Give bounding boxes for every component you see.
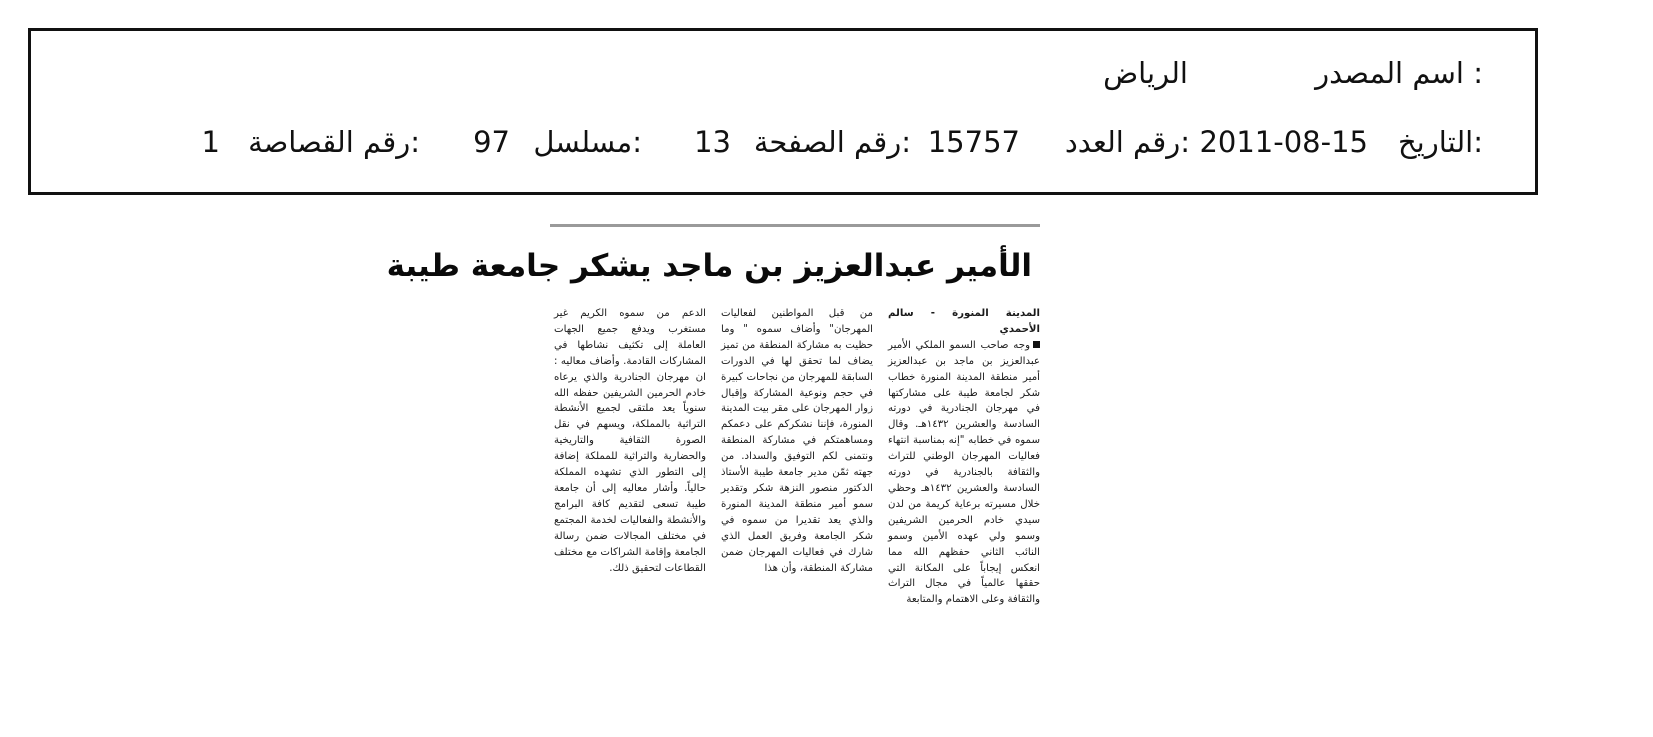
source-label: اسم المصدر : [1315, 56, 1483, 90]
article-column-1-text: وجه صاحب السمو الملكي الأمير عبدالعزيز بن ماجد بن عبدالعزيز أمير منطقة المدينة المنورة خطاب شكر لجامعة طيبة على مشاركتها في مهرجان الجنادرية في دورته السادسة والعشرين ١٤٣٢هـ. وقال سموه في خطابه "إنه بمناسبة انتهاء فعاليات المهرجان الوطني للتراث والثقافة بالجنادرية في دورته السادسة والعشرين ١٤٣٢هـ وحظي خلال مسيرته برعاية كريمة من لدن سيدي خادم الحرمين الشريفين وسمو ولي عهده الأمين وسمو النائب الثاني حفظهم الله مما انعكس إيجاباً على المكانة التي حققها عالمياً في مجال التراث والثقافة وعلى الاهتمام والمتابعة [888, 339, 1040, 606]
article-headline: الأمير عبدالعزيز بن ماجد يشكر جامعة طيبة [386, 248, 1032, 284]
clip-value: 1 [201, 125, 220, 159]
metadata-box [28, 28, 1538, 195]
source-value: الرياض [1103, 56, 1188, 90]
article-column-2-text: من قبل المواطنين لفعاليات المهرجان" وأضاف سموه " وما حظيت به مشاركة المنطقة من تميز يضاف لما تحقق لها في الدورات السابقة للمهرجان من نجاحات كبيرة في حجم ونوعية المشاركة وإقبال زوار المهرجان على مقر بيت المدينة المنورة، فإننا نشكركم على دعمكم ومساهمتكم في مشاركة المنطقة ونتمنى لكم التوفيق والسداد. من جهته ثمّن مدير جامعة طيبة الأستاذ الدكتور منصور النزهة شكر وتقدير سمو أمير منطقة المدينة المنورة والذي يعد تقديرا من سموه في شكر الجامعة وفريق العمل الذي شارك في فعاليات المهرجان ضمن مشاركة المنطقة، وأن هذا [721, 308, 873, 574]
serial-label: مسلسل: [533, 125, 642, 159]
clip-label: رقم القصاصة: [248, 125, 420, 159]
article-column-2 [721, 306, 873, 576]
page-value: 13 [694, 125, 731, 159]
newspaper-clipping [386, 224, 1040, 737]
article-column-1 [888, 306, 1040, 608]
issue-value: 15757 [927, 125, 1020, 159]
date-label: التاريخ: [1397, 125, 1483, 159]
serial-value: 97 [473, 125, 510, 159]
clipping-top-rule [550, 224, 1040, 227]
issue-label: رقم العدد: [1064, 125, 1190, 159]
page-label: رقم الصفحة: [753, 125, 911, 159]
article-byline: المدينة المنورة - سالم الأحمدي [888, 308, 1040, 335]
bullet-icon [1033, 341, 1040, 348]
article-column-3-text: الدعم من سموه الكريم غير مستغرب ويدفع جميع الجهات العاملة إلى تكثيف نشاطها في المشاركات القادمة. وأضاف معاليه : ان مهرجان الجنادرية والذي يرعاه خادم الحرمين الشريفين حفظه الله سنوياً يعد ملتقى لجميع الأنشطة التراثية بالمملكة، ويسهم في نقل الصورة الثقافية والتاريخية والحضارية والتراثية للمملكة إضافة إلى التطور الذي تشهده المملكة حالياً. وأشار معاليه إلى أن جامعة طيبة تسعى لتقديم كافة البرامج والأنشطة والفعاليات لخدمة المجتمع في مختلف المجالات ضمن رسالة الجامعة وإقامة الشراكات مع مختلف القطاعات لتحقيق ذلك. [554, 308, 706, 574]
article-column-3 [554, 306, 706, 576]
date-value: 2011-08-15 [1199, 125, 1368, 159]
